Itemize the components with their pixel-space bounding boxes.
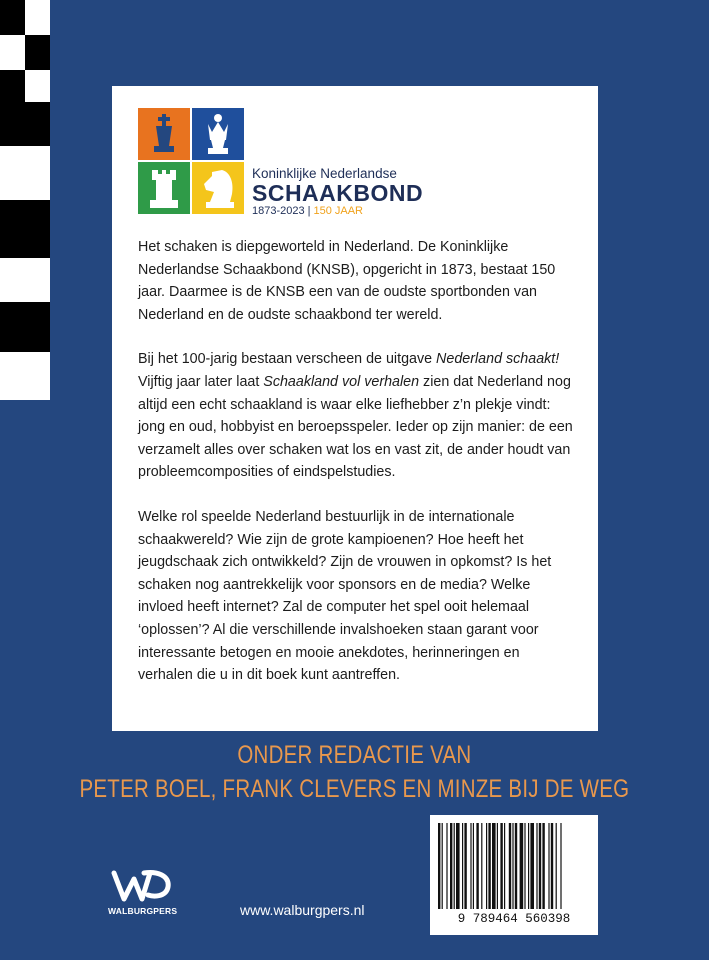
checker-square bbox=[0, 35, 25, 70]
logo-anniversary-line bbox=[252, 205, 423, 217]
p2-title-1: Nederland schaakt! bbox=[436, 351, 560, 368]
checker-square bbox=[25, 200, 50, 258]
barcode-bar bbox=[548, 823, 549, 909]
checker-square bbox=[0, 302, 25, 352]
rook-icon bbox=[138, 162, 190, 214]
checker-square bbox=[25, 0, 50, 35]
blurb-paragraph-2 bbox=[138, 348, 578, 484]
barcode-bar bbox=[470, 823, 471, 909]
checker-square bbox=[25, 352, 50, 400]
barcode-bar bbox=[512, 823, 513, 909]
logo-anniversary: 150 JAAR bbox=[313, 205, 363, 217]
checker-square bbox=[25, 102, 50, 146]
checker-square bbox=[0, 102, 25, 146]
barcode-bar bbox=[438, 823, 440, 909]
logo-wordmark: SCHAAKBOND bbox=[252, 180, 424, 206]
barcode-bar bbox=[528, 823, 529, 909]
barcode-bar bbox=[456, 823, 460, 909]
barcode-bar bbox=[497, 823, 498, 909]
barcode-bar bbox=[488, 823, 490, 909]
checker-square bbox=[0, 258, 25, 302]
barcode-bar bbox=[520, 823, 524, 909]
checker-square bbox=[25, 258, 50, 302]
checker-square bbox=[25, 146, 50, 200]
checker-square bbox=[0, 0, 25, 35]
publisher-name: WALBURGPERS bbox=[108, 906, 178, 916]
credits-heading: ONDER REDACTIE VAN bbox=[237, 741, 472, 769]
checker-square bbox=[0, 352, 25, 400]
blurb bbox=[138, 236, 578, 709]
credits-editors: PETER BOEL, FRANK CLEVERS EN MINZE BIJ DE WEG bbox=[79, 775, 630, 803]
barcode-bar bbox=[551, 823, 553, 909]
barcode-bar bbox=[481, 823, 482, 909]
barcode-bar bbox=[509, 823, 511, 909]
editors-credit bbox=[64, 738, 645, 806]
barcode-bar bbox=[486, 823, 487, 909]
publisher-website: www.walburgpers.nl bbox=[240, 902, 365, 918]
p2-title-2: Schaakland vol verhalen bbox=[263, 373, 420, 390]
barcode-bar bbox=[524, 823, 525, 909]
blurb-paragraph-3: Welke rol speelde Nederland bestuurlijk in de internationale schaakwereld? Wie zijn de grote kampioenen? Hoe heeft het jeugdschaak zich ontwikkeld? Zijn de vrouwen in opkomst? Is het schaken nog aantrekkelijk voor sponsors en de media? Welke invloed heeft internet? Zal de computer het spel ooit helemaal ‘oplossen’? Al die verschillende invalshoeken staan garant voor interessante betogen en mooie anekdotes, herinneringen en verhalen die u in dit boek kunt aantreffen. bbox=[138, 508, 552, 684]
content-panel bbox=[112, 86, 598, 731]
logo-separator: | bbox=[307, 205, 311, 217]
barcode-bar bbox=[446, 823, 447, 909]
blurb-paragraph-1: Het schaken is diepgeworteld in Nederland. De Koninklijke Nederlandse Schaakbond (KNSB), opgericht in 1873, bestaat 150 jaar. Daarmee is de KNSB een van de oudste sportbonden van Nederland en de oudste schaakbond ter wereld. bbox=[138, 239, 556, 323]
barcode-bar bbox=[462, 823, 463, 909]
barcode-bar bbox=[454, 823, 455, 909]
barcode-bar bbox=[473, 823, 474, 909]
p2-text-before: Bij het 100-jarig bestaan verscheen de uitgave bbox=[138, 351, 437, 368]
checkerboard-strip bbox=[0, 0, 50, 400]
barcode-bar bbox=[464, 823, 466, 909]
queen-icon bbox=[192, 108, 244, 160]
barcode-bar bbox=[530, 823, 534, 909]
barcode-bar bbox=[492, 823, 496, 909]
walburgpers-logo-icon bbox=[108, 865, 188, 935]
barcode-bar bbox=[515, 823, 517, 909]
logo-years: 1873-2023 bbox=[252, 205, 305, 217]
barcode-bar bbox=[500, 823, 502, 909]
barcode-bars bbox=[430, 815, 598, 913]
p2-text-middle: Vijftig jaar later laat bbox=[138, 373, 264, 390]
barcode-bar bbox=[536, 823, 537, 909]
logo-text bbox=[252, 166, 423, 217]
barcode-bar bbox=[542, 823, 544, 909]
isbn-barcode bbox=[430, 815, 598, 935]
knsb-logo bbox=[138, 108, 438, 218]
barcode-bar bbox=[504, 823, 505, 909]
p2-text-after: zien dat Nederland nog altijd een echt schaakland is waar elke liefhebber z’n plekje vindt: jong en oud, hobbyist en beroepsspeler. Ieder op zijn manier: de een verzamelt alles over schaken wat los en vast zit, de ander houdt van probleemcomposities of eindspelstudies. bbox=[138, 373, 573, 481]
checker-square bbox=[25, 35, 50, 70]
barcode-bar bbox=[450, 823, 452, 909]
checker-square bbox=[0, 146, 25, 200]
king-icon bbox=[138, 108, 190, 160]
barcode-digits: 9 789464 560398 bbox=[457, 912, 571, 926]
barcode-bar bbox=[539, 823, 541, 909]
knight-icon bbox=[192, 162, 244, 214]
barcode-bar bbox=[556, 823, 557, 909]
barcode-bar bbox=[442, 823, 443, 909]
barcode-bar bbox=[560, 823, 561, 909]
checker-square bbox=[25, 70, 50, 102]
checker-square bbox=[0, 70, 25, 102]
barcode-bar bbox=[476, 823, 478, 909]
checker-square bbox=[25, 302, 50, 352]
checker-square bbox=[0, 200, 25, 258]
logo-org-line: Koninklijke Nederlandse bbox=[252, 166, 397, 181]
